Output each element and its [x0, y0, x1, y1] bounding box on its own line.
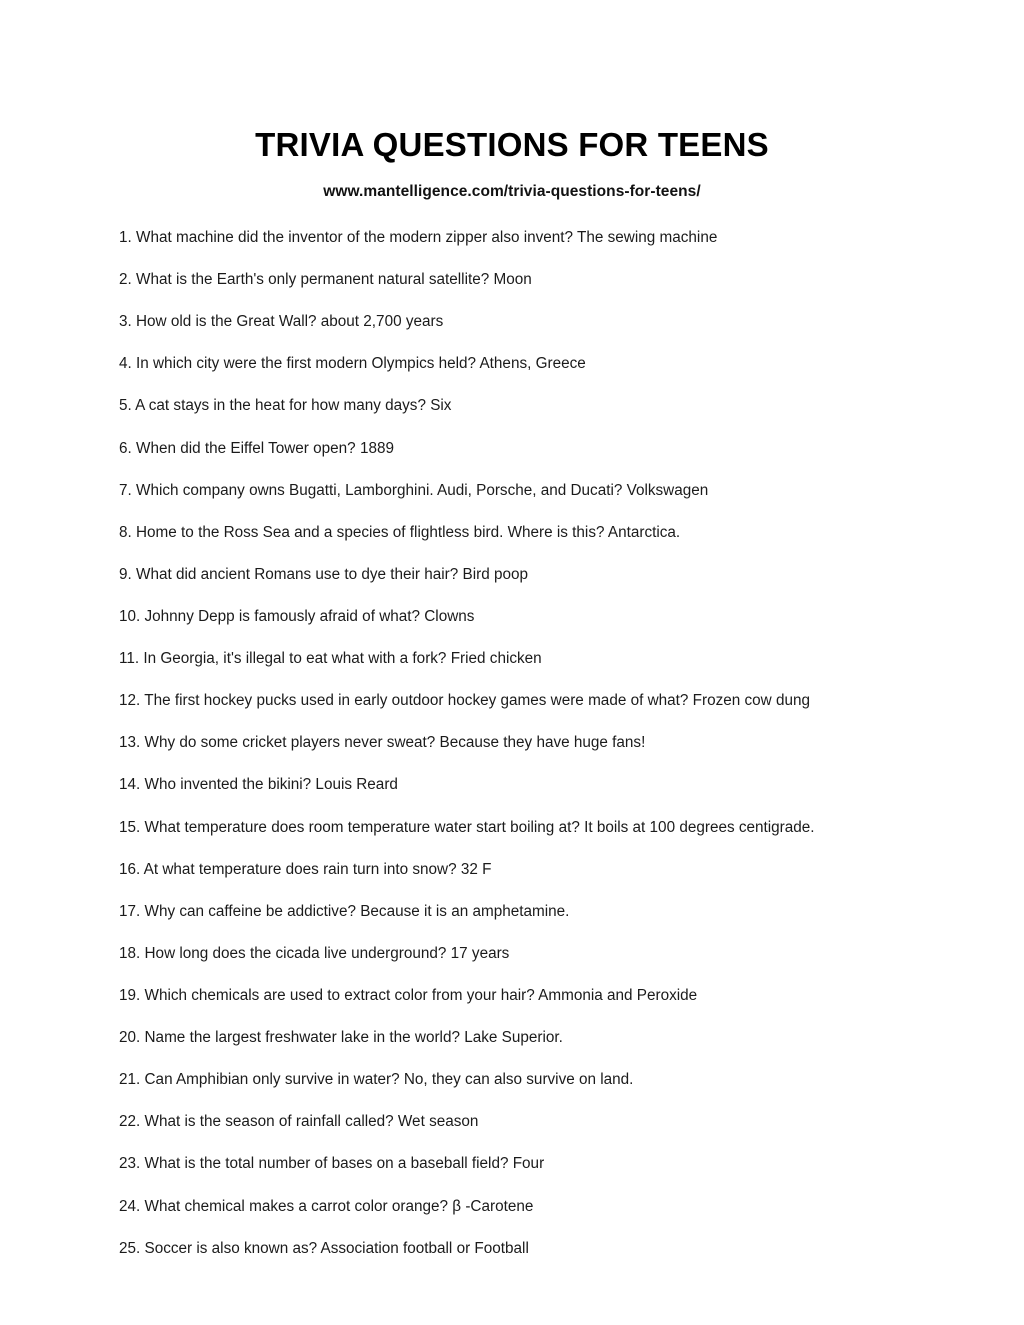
list-item: 10. Johnny Depp is famously afraid of what? Clowns: [119, 607, 475, 625]
list-item: 1. What machine did the inventor of the modern zipper also invent? The sewing machine: [119, 229, 718, 246]
list-item: 22. What is the season of rainfall called? Wet season: [119, 1113, 479, 1131]
list-item: 3. How old is the Great Wall? about 2,700 years: [119, 313, 444, 331]
list-item: 13. Why do some cricket players never sweat? Because they have huge fans!: [119, 734, 646, 752]
list-item: 12. The first hockey pucks used in early outdoor hockey games were made of what? Frozen cow dung: [119, 692, 810, 710]
list-item: 16. At what temperature does rain turn into snow? 32 F: [119, 860, 492, 878]
page-title: TRIVIA QUESTIONS FOR TEENS: [255, 126, 769, 163]
list-item: 24. What chemical makes a carrot color orange? β -Carotene: [119, 1197, 534, 1215]
list-item: 9. What did ancient Romans use to dye their hair? Bird poop: [119, 565, 528, 583]
list-item: 11. In Georgia, it's illegal to eat what with a fork? Fried chicken: [119, 650, 542, 668]
list-item: 7. Which company owns Bugatti, Lamborghini. Audi, Porsche, and Ducati? Volkswagen: [119, 481, 709, 499]
list-item: 6. When did the Eiffel Tower open? 1889: [119, 439, 394, 457]
list-item: 4. In which city were the first modern Olympics held? Athens, Greece: [119, 355, 586, 373]
source-url: www.mantelligence.com/trivia-questions-for-teens/: [323, 182, 701, 200]
list-item: 23. What is the total number of bases on a baseball field? Four: [119, 1155, 545, 1173]
list-item: 20. Name the largest freshwater lake in the world? Lake Superior.: [119, 1029, 563, 1047]
list-item: 8. Home to the Ross Sea and a species of flightless bird. Where is this? Antarctica.: [119, 523, 681, 541]
list-item: 19. Which chemicals are used to extract color from your hair? Ammonia and Peroxide: [119, 986, 698, 1004]
list-item: 18. How long does the cicada live underground? 17 years: [119, 944, 510, 962]
trivia-question-list: [119, 228, 924, 1281]
list-item: 25. Soccer is also known as? Association football or Football: [119, 1239, 529, 1257]
list-item: 15. What temperature does room temperature water start boiling at? It boils at 100 degrees centigrade.: [119, 818, 815, 836]
list-item: 17. Why can caffeine be addictive? Because it is an amphetamine.: [119, 902, 570, 920]
list-item: 5. A cat stays in the heat for how many days? Six: [119, 397, 452, 415]
list-item: 21. Can Amphibian only survive in water? No, they can also survive on land.: [119, 1071, 634, 1089]
list-item: 14. Who invented the bikini? Louis Reard: [119, 776, 398, 794]
list-item: 2. What is the Earth's only permanent natural satellite? Moon: [119, 271, 532, 289]
